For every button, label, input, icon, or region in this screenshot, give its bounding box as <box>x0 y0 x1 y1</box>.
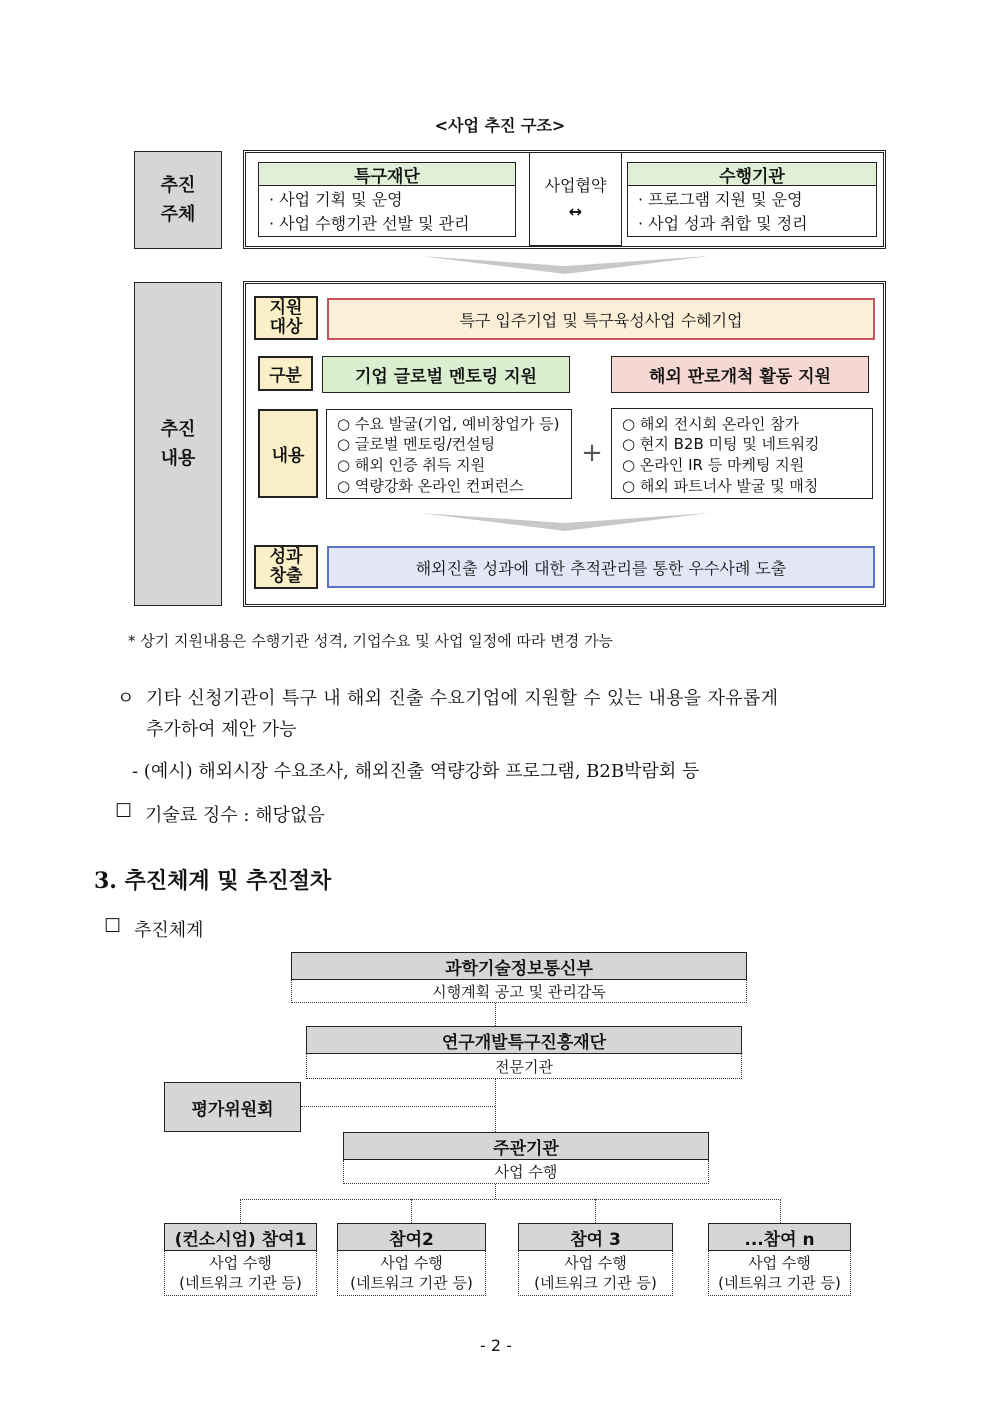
agreement-label: 사업협약 <box>544 176 607 195</box>
down-chevron-icon <box>420 511 710 533</box>
participant-role-line2: (네트워크 기관 등) <box>350 1274 473 1292</box>
plus-icon: + <box>581 438 603 468</box>
checkbox-icon: ☐ <box>104 915 122 937</box>
agreement-box <box>529 152 622 246</box>
participant-role <box>337 1251 486 1296</box>
content-b-item-2: ○ 현지 B2B 미팅 및 네트워킹 <box>622 435 820 453</box>
target-label-line1: 지원 <box>269 298 303 318</box>
content-label <box>134 282 222 606</box>
right-org-box <box>627 162 877 237</box>
content-b-box <box>611 408 873 499</box>
ministry-name: 과학기술정보통신부 <box>291 952 747 980</box>
actor-label-line1: 추진 <box>160 175 196 196</box>
connector-line <box>411 1199 412 1223</box>
result-label-line2: 창출 <box>269 566 303 586</box>
left-org-item-1: · 사업 기획 및 운영 <box>269 190 403 209</box>
content-a-item-3: ○ 해외 인증 취득 지원 <box>337 456 486 474</box>
paragraph-line-2: 추가하여 제안 가능 <box>146 719 297 740</box>
example-line: - (예시) 해외시장 수요조사, 해외진출 역량강화 프로그램, B2B박람회 등 <box>132 761 700 782</box>
diagram-title: <사업 추진 구조> <box>434 115 566 135</box>
structure-note: * 상기 지원내용은 수행기관 성격, 기업수요 및 사업 일정에 따라 변경 가능 <box>128 632 613 650</box>
left-org-item-2: · 사업 수행기관 선발 및 관리 <box>269 214 470 233</box>
actor-label <box>134 151 222 249</box>
participant-role-line1: 사업 수행 <box>380 1254 443 1272</box>
connector-line <box>495 1003 496 1026</box>
participant-role <box>518 1251 673 1296</box>
content-tag: 내용 <box>258 409 318 498</box>
committee-connector <box>301 1106 495 1107</box>
connector-line <box>495 1184 496 1199</box>
fee-line: 기술료 징수 : 해당없음 <box>145 805 325 826</box>
committee-box: 평가위원회 <box>164 1082 301 1132</box>
page-number: - 2 - <box>480 1335 512 1355</box>
content-b-item-1: ○ 해외 전시회 온라인 참가 <box>622 415 800 433</box>
section-heading: 3. 추진체계 및 추진절차 <box>94 868 332 894</box>
participant-role-line2: (네트워크 기관 등) <box>179 1274 302 1292</box>
participants-bus-line <box>240 1199 781 1200</box>
category-a: 기업 글로벌 멘토링 지원 <box>322 356 570 393</box>
participant-role <box>164 1251 317 1296</box>
participant-role-line1: 사업 수행 <box>564 1254 627 1272</box>
connector-line <box>595 1199 596 1223</box>
content-label-line1: 추진 <box>160 419 196 440</box>
down-chevron-icon <box>420 254 710 276</box>
target-label <box>254 296 318 340</box>
participant-name: (컨소시엄) 참여1 <box>164 1223 317 1251</box>
participant-name: 참여 3 <box>518 1223 673 1251</box>
right-org-item-2: · 사업 성과 취합 및 정리 <box>638 214 808 233</box>
content-a-box <box>326 409 572 499</box>
result-label-line1: 성과 <box>269 547 303 567</box>
target-label-line2: 대상 <box>269 317 303 337</box>
ministry-role: 시행계획 공고 및 관리감독 <box>291 980 747 1003</box>
left-org-name: 특구재단 <box>259 163 515 186</box>
target-text: 특구 입주기업 및 특구육성사업 수혜기업 <box>327 298 875 340</box>
content-b-item-4: ○ 해외 파트너사 발굴 및 매칭 <box>622 477 819 495</box>
foundation-role: 전문기관 <box>306 1054 742 1079</box>
right-org-name: 수행기관 <box>628 163 876 186</box>
participant-role-line1: 사업 수행 <box>748 1254 811 1272</box>
lead-role: 사업 수행 <box>343 1160 709 1184</box>
connector-line <box>240 1199 241 1223</box>
left-org-box <box>258 162 516 237</box>
right-org-item-1: · 프로그램 지원 및 운영 <box>638 190 803 209</box>
category-label: 구분 <box>258 356 313 391</box>
category-b: 해외 판로개척 활동 지원 <box>611 356 869 393</box>
lead-name: 주관기관 <box>343 1132 709 1160</box>
content-label-line2: 내용 <box>160 448 196 469</box>
content-b-item-3: ○ 온라인 IR 등 마케팅 지원 <box>622 456 805 474</box>
result-label <box>254 545 318 589</box>
bullet-o: ㅇ <box>117 688 135 709</box>
paragraph-line-1: 기타 신청기관이 특구 내 해외 진출 수요기업에 지원할 수 있는 내용을 자유롭게 <box>146 688 779 709</box>
content-a-item-2: ○ 글로벌 멘토링/컨설팅 <box>337 435 496 453</box>
participant-role-line2: (네트워크 기관 등) <box>534 1274 657 1292</box>
actor-label-line2: 주체 <box>160 204 196 225</box>
checkbox-icon: ☐ <box>115 800 133 822</box>
participant-name: ...참여 n <box>708 1223 851 1251</box>
foundation-name: 연구개발특구진흥재단 <box>306 1026 742 1054</box>
content-a-item-1: ○ 수요 발굴(기업, 예비창업가 등) <box>337 415 560 433</box>
result-text: 해외진출 성과에 대한 추적관리를 통한 우수사례 도출 <box>327 546 875 588</box>
participant-role-line2: (네트워크 기관 등) <box>718 1274 841 1292</box>
connector-line <box>495 1079 496 1132</box>
content-a-item-4: ○ 역량강화 온라인 컨퍼런스 <box>337 477 524 495</box>
participant-role <box>708 1251 851 1296</box>
double-arrow-icon: ↔ <box>568 202 583 221</box>
participant-name: 참여2 <box>337 1223 486 1251</box>
sub-heading: 추진체계 <box>134 920 204 941</box>
participant-role-line1: 사업 수행 <box>209 1254 272 1272</box>
connector-line <box>780 1199 781 1223</box>
